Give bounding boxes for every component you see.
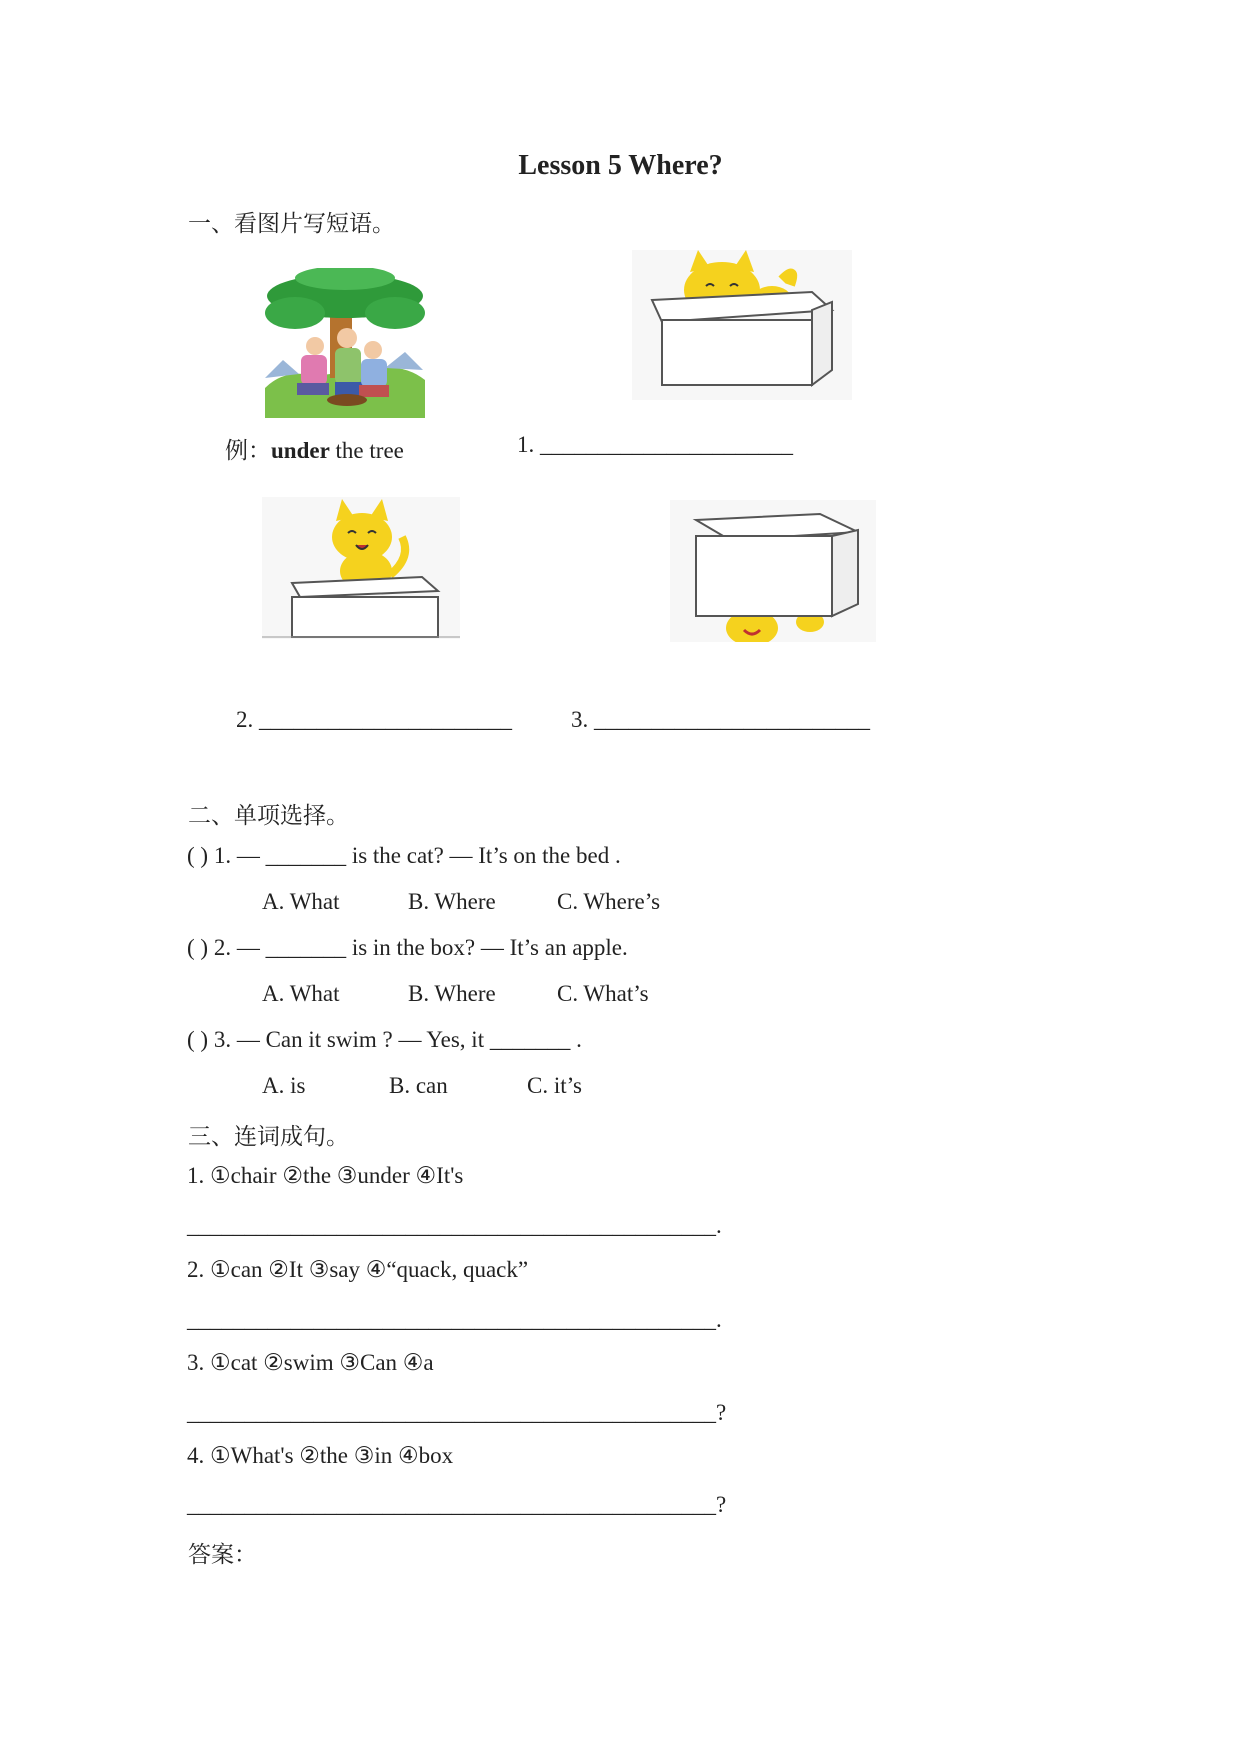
example-answer (225, 432, 404, 465)
question-3-option-a[interactable]: A. is (262, 1073, 306, 1098)
question-2-option-c[interactable]: C. What’s (557, 981, 649, 1006)
cat-under-box-picture (670, 500, 876, 642)
question-2-stem: ( ) 2. — _______ is in the box? — It’s an apple. (187, 935, 628, 960)
cat-in-box-picture (632, 250, 852, 400)
sentence-1-answer-line[interactable]: ______________________________________________. (187, 1213, 722, 1238)
question-2-option-b[interactable]: B. Where (408, 981, 496, 1006)
sentence-2-words: 2. ①can ②It ③say ④“quack, quack” (187, 1257, 529, 1282)
cat-on-box-picture (262, 497, 460, 639)
section-2-heading: 二、单项选择。 (188, 803, 349, 828)
question-3-option-b[interactable]: B. can (389, 1073, 448, 1098)
answer-blank-2[interactable]: 2. ______________________ (236, 707, 512, 732)
question-3-option-c[interactable]: C. it’s (527, 1073, 582, 1098)
question-1-option-a[interactable]: A. What (262, 889, 340, 914)
sentence-2-answer-line[interactable]: ______________________________________________. (187, 1307, 722, 1332)
answer-blank-1[interactable]: 1. ______________________ (517, 432, 793, 457)
sentence-3-words: 3. ①cat ②swim ③Can ④a (187, 1350, 434, 1375)
people-under-tree-picture (265, 268, 425, 418)
sentence-4-answer-line[interactable]: ______________________________________________? (187, 1492, 727, 1517)
page-title: Lesson 5 Where? (518, 150, 723, 181)
question-2-option-a[interactable]: A. What (262, 981, 340, 1006)
example-rest: the tree (329, 438, 404, 463)
section-1-heading: 一、看图片写短语。 (188, 211, 395, 236)
question-1-option-b[interactable]: B. Where (408, 889, 496, 914)
answer-blank-3[interactable]: 3. ________________________ (571, 707, 870, 732)
question-1-stem: ( ) 1. — _______ is the cat? — It’s on the bed . (187, 843, 621, 868)
section-3-heading: 三、连词成句。 (188, 1124, 349, 1149)
sentence-3-answer-line[interactable]: ______________________________________________? (187, 1400, 727, 1425)
question-3-stem: ( ) 3. — Can it swim ? — Yes, it _______ . (187, 1027, 582, 1052)
answer-label: 答案： (188, 1542, 257, 1567)
question-1-option-c[interactable]: C. Where’s (557, 889, 661, 914)
sentence-4-words: 4. ①What's ②the ③in ④box (187, 1443, 454, 1468)
example-bold-word: under (271, 438, 330, 463)
example-prefix: 例： (225, 438, 271, 463)
sentence-1-words: 1. ①chair ②the ③under ④It's (187, 1163, 464, 1188)
